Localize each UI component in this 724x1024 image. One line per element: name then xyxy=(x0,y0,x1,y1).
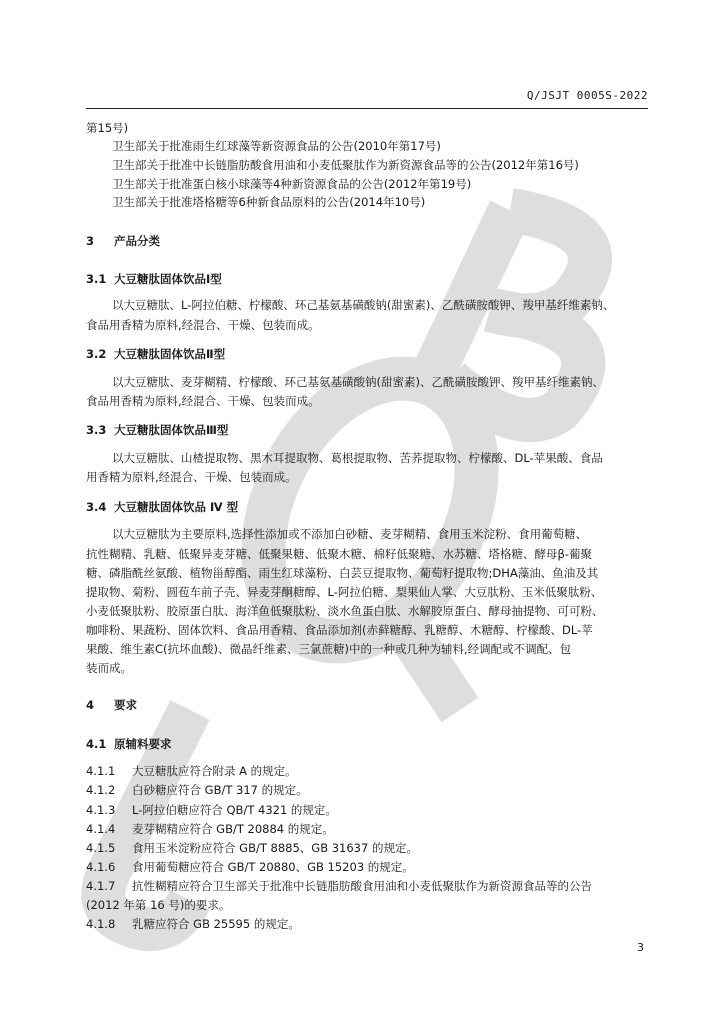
section-number: 3 xyxy=(86,234,95,248)
subsection-title: 大豆糖肽固体饮品Ⅲ型 xyxy=(114,423,229,437)
paragraph-line: 以大豆糖肽、L-阿拉伯糖、柠檬酸、环己基氨基磺酸钠(甜蜜素)、乙酰磺胺酸钾、羧甲基纤维素钠、 xyxy=(112,298,615,312)
paragraph-line: 以大豆糖肽、麦芽糊精、柠檬酸、环己基氨基磺酸钠(甜蜜素)、乙酰磺胺酸钾、羧甲基纤维素钠、 xyxy=(112,375,604,389)
clause-number: 4.1.2 xyxy=(86,783,116,797)
subsection-title: 大豆糖肽固体饮品Ⅱ型 xyxy=(114,347,226,361)
clause-continuation: (2012 年第 16 号)的要求。 xyxy=(86,898,231,912)
clause-item xyxy=(86,781,656,799)
paragraph-line: 以大豆糖肽为主要原料,选择性添加或不添加白砂糖、麦芽糊精、食用玉米淀粉、食用葡萄糖、 xyxy=(112,527,588,541)
subsection-title: 原辅料要求 xyxy=(114,737,172,751)
subsection-title: 大豆糖肽固体饮品 Ⅳ 型 xyxy=(114,500,239,514)
reference-lead: 第15号) xyxy=(86,121,129,135)
subsection-number: 3.3 xyxy=(86,423,107,437)
paragraph-line: 小麦低聚肽粉、胶原蛋白肽、海洋鱼低聚肽粉、淡水鱼蛋白肽、水解胶原蛋白、酵母抽提物、可可粉、 xyxy=(86,604,604,618)
paragraph-line: 果酸、维生素C(抗坏血酸)、微晶纤维素、三氯蔗糖)中的一种或几种为辅料,经调配或不调配、包 xyxy=(86,642,572,656)
clause-item xyxy=(86,877,656,895)
paragraph-line: 提取物、菊粉、圆苞车前子壳、异麦芽酮糖醇、L-阿拉伯糖、梨果仙人掌、大豆肽粉、玉米低聚肽粉、 xyxy=(86,585,603,599)
clause-text: 食用葡萄糖应符合 GB/T 20880、GB 15203 的规定。 xyxy=(132,860,414,874)
clause-item xyxy=(86,820,656,838)
clause-text: 大豆糖肽应符合附录 A 的规定。 xyxy=(132,764,297,778)
clause-text: 白砂糖应符合 GB/T 317 的规定。 xyxy=(132,783,308,797)
clause-item xyxy=(86,858,656,876)
clause-text: 食用玉米淀粉应符合 GB/T 8885、GB 31637 的规定。 xyxy=(132,841,418,855)
clause-number: 4.1.6 xyxy=(86,860,116,874)
paragraph-line: 食品用香精为原料,经混合、干燥、包装而成。 xyxy=(86,318,320,332)
subsection-heading xyxy=(86,498,656,516)
paragraph-line: 装而成。 xyxy=(86,661,132,675)
paragraph-line: 糖、磷脂酰丝氨酸、植物甾醇酯、雨生红球藻粉、白芸豆提取物、葡萄籽提取物;DHA藻油、鱼油及其 xyxy=(86,566,599,580)
subsection-number: 3.4 xyxy=(86,500,107,514)
section-heading xyxy=(86,232,656,250)
clause-item xyxy=(86,762,656,780)
subsection-heading xyxy=(86,345,656,363)
reference-item: 卫生部关于批准中长链脂肪酸食用油和小麦低聚肽作为新资源食品等的公告(2012年第16号) xyxy=(112,158,579,172)
reference-item: 卫生部关于批准塔格糖等6种新食品原料的公告(2014年10号) xyxy=(112,195,426,209)
subsection-heading xyxy=(86,421,656,439)
clause-item xyxy=(86,839,656,857)
clause-item xyxy=(86,915,656,933)
reference-item: 卫生部关于批准蛋白核小球藻等4种新资源食品的公告(2012年第19号) xyxy=(112,177,472,191)
paragraph-line: 抗性糊精、乳糖、低聚异麦芽糖、低聚果糖、低聚木糖、棉籽低聚糖、水苏糖、塔格糖、酵母β-葡聚 xyxy=(86,547,592,561)
clause-number: 4.1.7 xyxy=(86,879,116,893)
clause-number: 4.1.3 xyxy=(86,803,116,817)
clause-text: 抗性糊精应符合卫生部关于批准中长链脂肪酸食用油和小麦低聚肽作为新资源食品等的公告 xyxy=(132,879,592,893)
subsection-number: 4.1 xyxy=(86,737,107,751)
doc-code: Q/JSJT 0005S-2022 xyxy=(526,89,648,102)
clause-number: 4.1.1 xyxy=(86,764,116,778)
subsection-heading xyxy=(86,735,656,753)
subsection-number: 3.2 xyxy=(86,347,107,361)
clause-text: 麦芽糊精应符合 GB/T 20884 的规定。 xyxy=(132,822,334,836)
clause-number: 4.1.8 xyxy=(86,917,116,931)
clause-number: 4.1.5 xyxy=(86,841,116,855)
subsection-title: 大豆糖肽固体饮品Ⅰ型 xyxy=(114,272,222,286)
section-heading xyxy=(86,696,656,714)
clause-item xyxy=(86,801,656,819)
section-number: 4 xyxy=(86,698,95,712)
clause-number: 4.1.4 xyxy=(86,822,116,836)
subsection-number: 3.1 xyxy=(86,272,107,286)
section-title: 产品分类 xyxy=(114,234,160,248)
paragraph-line: 咖啡粉、果蔬粉、固体饮料、食品用香精、食品添加剂(赤藓糖醇、乳糖醇、木糖醇、柠檬酸、DL-苹 xyxy=(86,623,593,637)
clause-text: 乳糖应符合 GB 25595 的规定。 xyxy=(132,917,300,931)
paragraph-line: 食品用香精为原料,经混合、干燥、包装而成。 xyxy=(86,394,320,408)
page-number: 3 xyxy=(637,941,644,954)
paragraph-line: 用香精为原料,经混合、干燥、包装而成。 xyxy=(86,470,297,484)
subsection-heading xyxy=(86,270,656,288)
reference-item: 卫生部关于批准雨生红球藻等新资源食品的公告(2010年第17号) xyxy=(112,139,441,153)
clause-text: L-阿拉伯糖应符合 QB/T 4321 的规定。 xyxy=(132,803,337,817)
paragraph-line: 以大豆糖肽、山楂提取物、黑木耳提取物、葛根提取物、苦荞提取物、柠檬酸、DL-苹果酸、食品 xyxy=(112,451,603,465)
section-title: 要求 xyxy=(114,698,137,712)
